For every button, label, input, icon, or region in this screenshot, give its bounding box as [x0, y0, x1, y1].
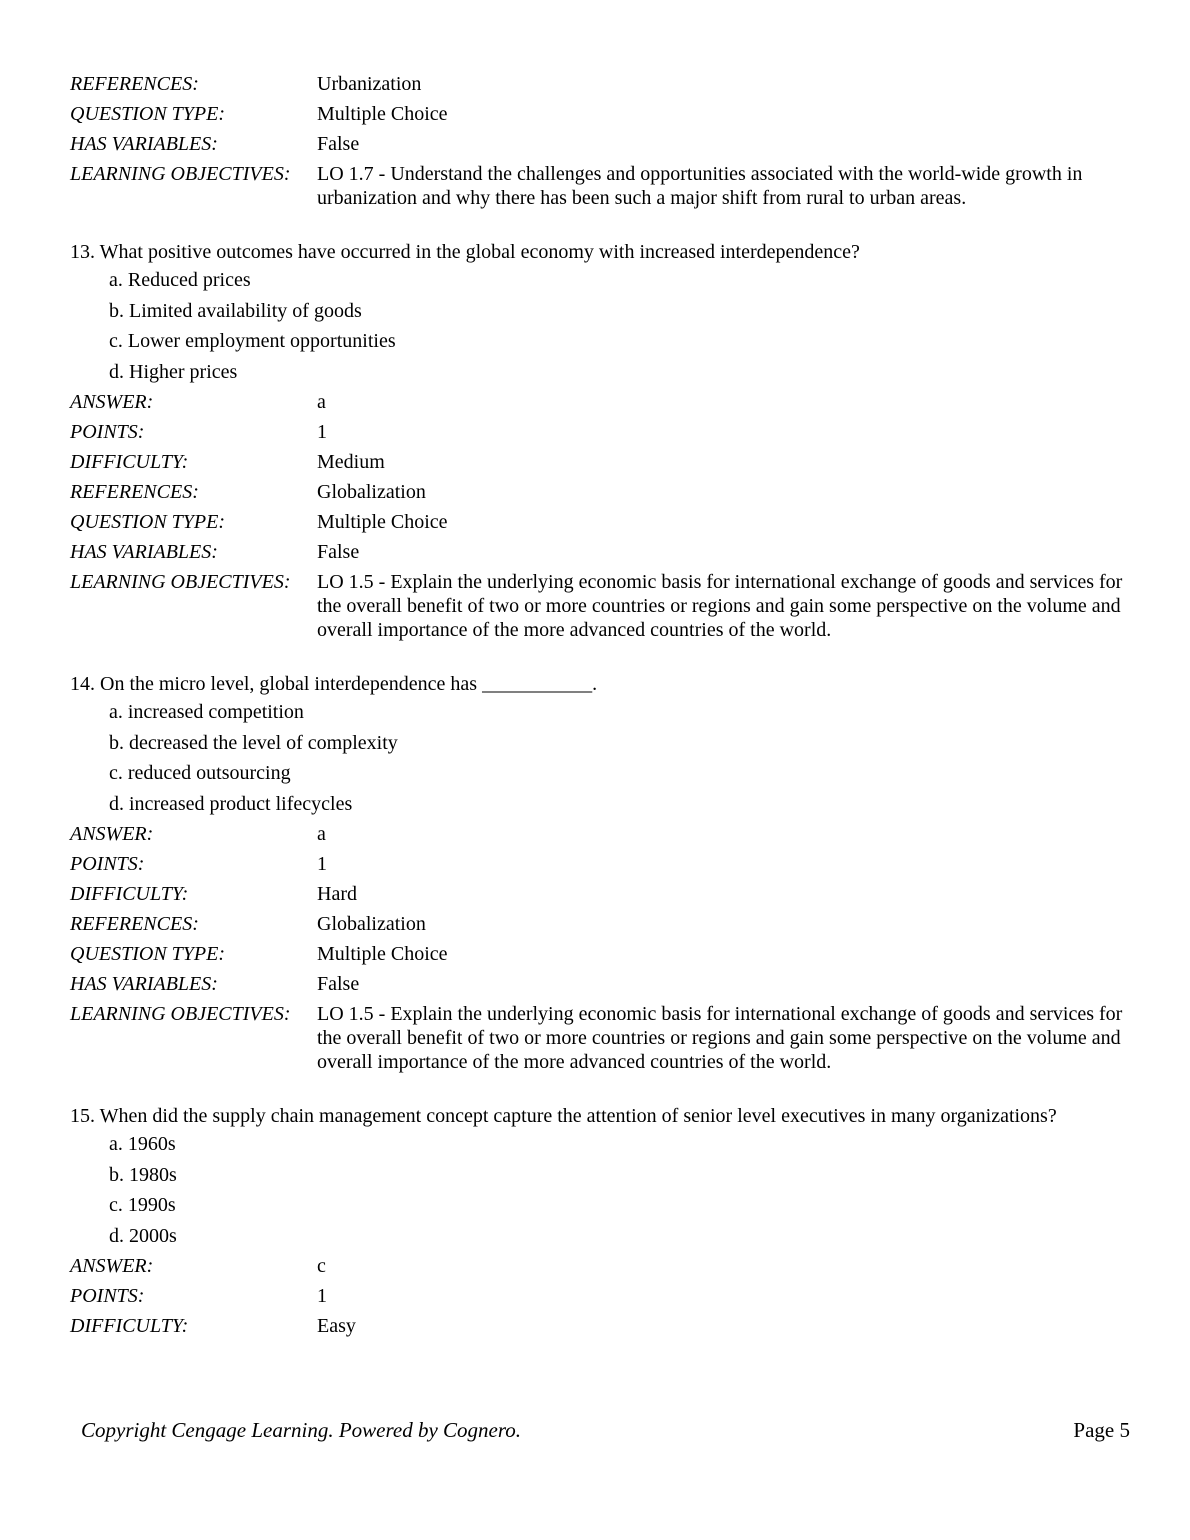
- spacer: [70, 216, 1130, 240]
- meta-row-learning-objectives: [70, 1002, 1130, 1074]
- meta-row-learning-objectives: [70, 162, 1130, 210]
- meta-value: Multiple Choice: [317, 511, 448, 533]
- option-d: d. 2000s: [109, 1224, 177, 1247]
- meta-label: DIFFICULTY:: [70, 883, 189, 905]
- meta-row-answer: [70, 1254, 1130, 1278]
- option-b: b. 1980s: [109, 1163, 177, 1186]
- question-12-metadata: [70, 72, 1130, 210]
- option-d: d. Higher prices: [109, 360, 238, 383]
- page-number: Page 5: [1073, 1418, 1130, 1442]
- meta-row-difficulty: [70, 882, 1130, 906]
- option-b: b. decreased the level of complexity: [109, 731, 398, 754]
- meta-label: LEARNING OBJECTIVES:: [70, 1003, 291, 1025]
- meta-row-references: [70, 480, 1130, 504]
- question-14: [70, 672, 1130, 1074]
- meta-value: LO 1.5 - Explain the underlying economic basis for international exchange of goods and services for the overall benefit of two or more countries or regions and gain some perspective on the volume and overall importance of the more advanced countries of the world.: [317, 1003, 1123, 1073]
- question-text: 13. What positive outcomes have occurred in the global economy with increased interdependence?: [70, 241, 860, 263]
- meta-row-points: [70, 1284, 1130, 1308]
- meta-row-references: [70, 912, 1130, 936]
- meta-value: LO 1.7 - Understand the challenges and opportunities associated with the world-wide growth in urbanization and why there has been such a major shift from rural to urban areas.: [317, 163, 1083, 209]
- option-a: a. Reduced prices: [109, 269, 251, 291]
- meta-value: LO 1.5 - Explain the underlying economic basis for international exchange of goods and services for the overall benefit of two or more countries or regions and gain some perspective on the volume and overall importance of the more advanced countries of the world.: [317, 571, 1123, 641]
- meta-label: ANSWER:: [70, 1255, 154, 1277]
- question-13: [70, 240, 1130, 642]
- meta-value: a: [317, 391, 326, 413]
- meta-label: REFERENCES:: [70, 481, 199, 503]
- spacer: [70, 648, 1130, 672]
- meta-label: REFERENCES:: [70, 913, 199, 935]
- meta-row-question-type: [70, 942, 1130, 966]
- meta-label: QUESTION TYPE:: [70, 511, 226, 533]
- meta-label: HAS VARIABLES:: [70, 541, 218, 563]
- meta-value: 1: [317, 421, 327, 443]
- question-text: 14. On the micro level, global interdependence has ___________.: [70, 673, 598, 695]
- meta-value: Easy: [317, 1315, 356, 1337]
- meta-value: a: [317, 823, 326, 845]
- meta-label: DIFFICULTY:: [70, 1315, 189, 1337]
- meta-label: POINTS:: [70, 1285, 145, 1307]
- meta-row-answer: [70, 390, 1130, 414]
- page-footer: [81, 1418, 1130, 1442]
- meta-value: False: [317, 133, 360, 155]
- meta-value: Globalization: [317, 913, 426, 935]
- meta-value: c: [317, 1255, 326, 1277]
- meta-row-difficulty: [70, 450, 1130, 474]
- document-page: [70, 72, 1130, 1344]
- meta-value: Globalization: [317, 481, 426, 503]
- meta-value: Multiple Choice: [317, 943, 448, 965]
- option-b: b. Limited availability of goods: [109, 299, 362, 322]
- answer-options: [109, 700, 1130, 816]
- meta-row-points: [70, 852, 1130, 876]
- meta-label: POINTS:: [70, 421, 145, 443]
- option-c: c. Lower employment opportunities: [109, 330, 396, 352]
- meta-label: ANSWER:: [70, 823, 154, 845]
- option-a: a. increased competition: [109, 701, 304, 723]
- meta-row-answer: [70, 822, 1130, 846]
- answer-options: [109, 268, 1130, 384]
- meta-row-references: [70, 72, 1130, 96]
- option-a: a. 1960s: [109, 1133, 176, 1155]
- meta-label: QUESTION TYPE:: [70, 943, 226, 965]
- meta-value: Hard: [317, 883, 357, 905]
- meta-row-difficulty: [70, 1314, 1130, 1338]
- meta-label: HAS VARIABLES:: [70, 973, 218, 995]
- meta-value: 1: [317, 853, 327, 875]
- meta-value: Urbanization: [317, 73, 422, 95]
- meta-label: POINTS:: [70, 853, 145, 875]
- meta-row-question-type: [70, 102, 1130, 126]
- meta-row-points: [70, 420, 1130, 444]
- meta-value: Medium: [317, 451, 385, 473]
- meta-row-has-variables: [70, 132, 1130, 156]
- option-c: c. 1990s: [109, 1194, 176, 1216]
- meta-value: False: [317, 973, 360, 995]
- meta-label: ANSWER:: [70, 391, 154, 413]
- meta-value: 1: [317, 1285, 327, 1307]
- meta-label: HAS VARIABLES:: [70, 133, 218, 155]
- meta-row-question-type: [70, 510, 1130, 534]
- option-d: d. increased product lifecycles: [109, 792, 353, 815]
- meta-label: QUESTION TYPE:: [70, 103, 226, 125]
- spacer: [70, 1080, 1130, 1104]
- meta-row-has-variables: [70, 972, 1130, 996]
- meta-label: LEARNING OBJECTIVES:: [70, 163, 291, 185]
- question-15: [70, 1104, 1130, 1338]
- copyright-text: Copyright Cengage Learning. Powered by Cognero.: [81, 1418, 521, 1442]
- meta-value: Multiple Choice: [317, 103, 448, 125]
- answer-options: [109, 1132, 1130, 1248]
- question-text: 15. When did the supply chain management concept capture the attention of senior level executives in many organizations?: [70, 1105, 1057, 1127]
- meta-label: LEARNING OBJECTIVES:: [70, 571, 291, 593]
- meta-label: DIFFICULTY:: [70, 451, 189, 473]
- meta-value: False: [317, 541, 360, 563]
- option-c: c. reduced outsourcing: [109, 762, 291, 784]
- meta-row-has-variables: [70, 540, 1130, 564]
- meta-label: REFERENCES:: [70, 73, 199, 95]
- meta-row-learning-objectives: [70, 570, 1130, 642]
